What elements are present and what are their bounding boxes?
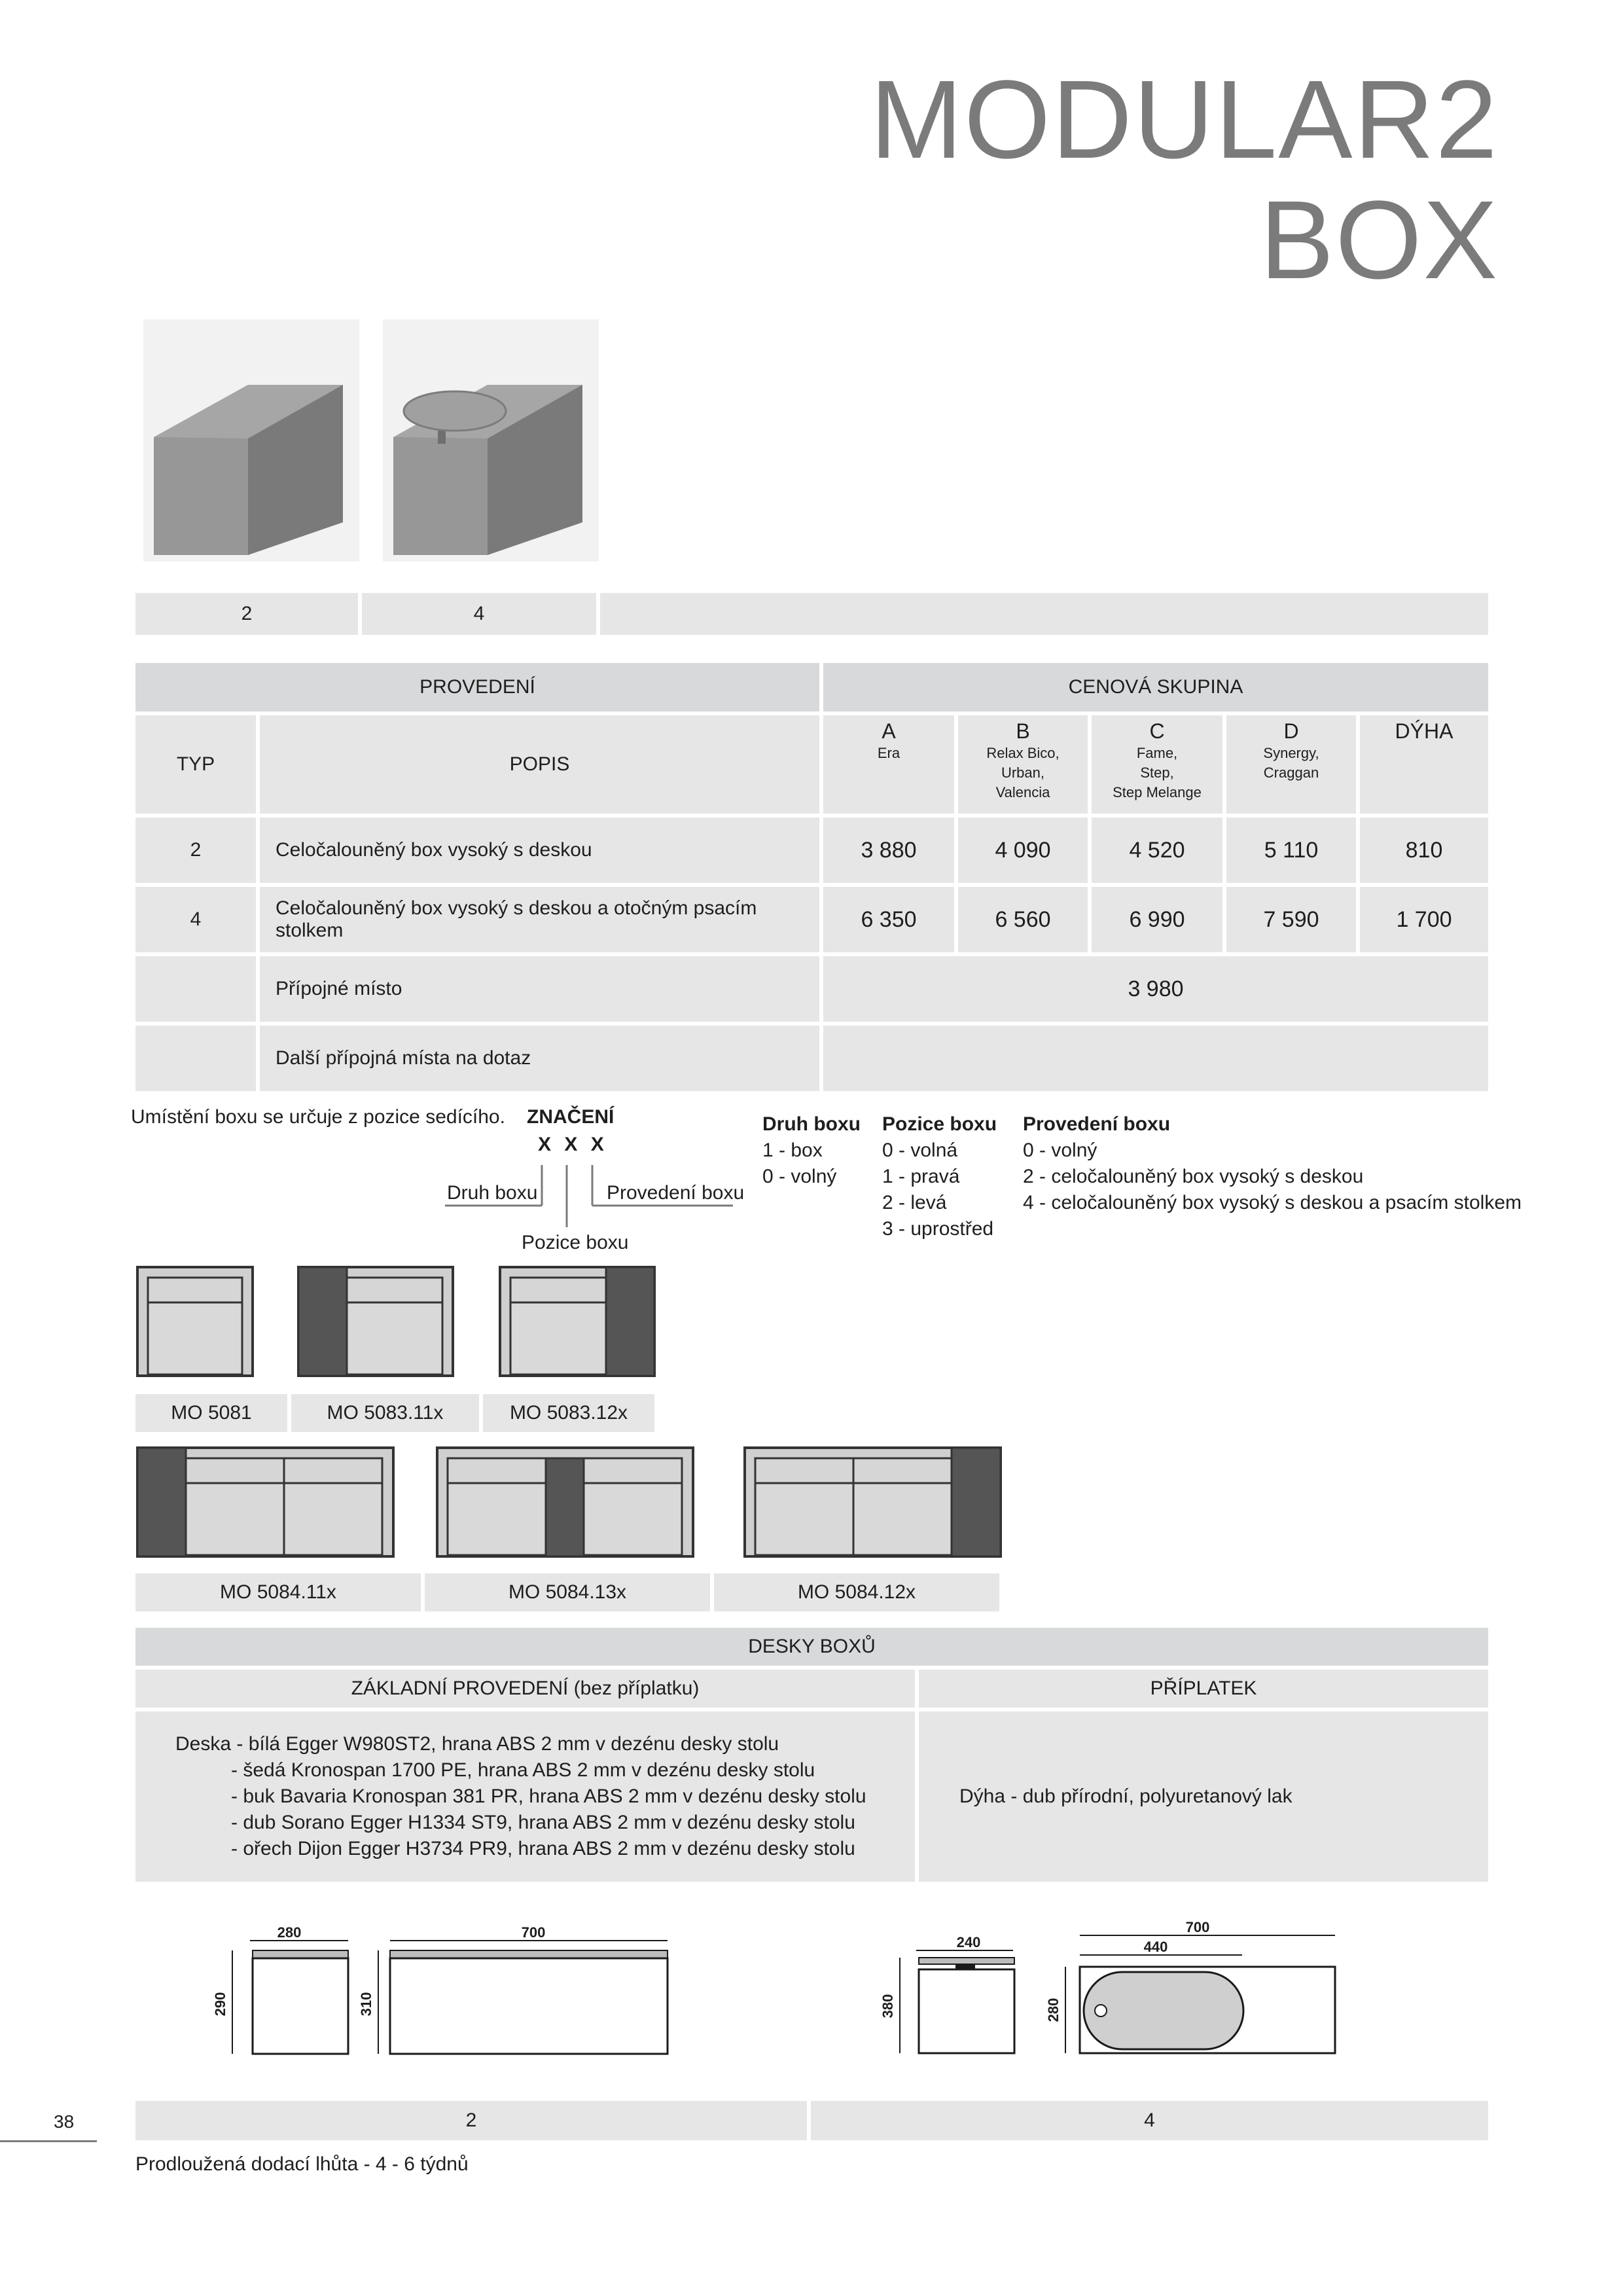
price-dyha: 810 (1360, 817, 1488, 883)
dim-box4-top-outer: 700 (1185, 1921, 1210, 1935)
page-number-rule (0, 2140, 97, 2142)
pozice-title: Pozice boxu (882, 1113, 997, 1135)
row-typ-empty (135, 1026, 256, 1091)
model-label: MO 5083.11x (291, 1394, 479, 1432)
group-c-letter: C (1149, 719, 1165, 743)
pozice-item: 0 - volná (882, 1139, 958, 1161)
title-line1: MODULAR2 (870, 58, 1499, 182)
dim-box2-width-side: 280 (277, 1924, 302, 1941)
header-typ: TYP (135, 715, 256, 814)
dim-box4-top-depth: 280 (1045, 1998, 1061, 2022)
coding-label-druh: Druh boxu (447, 1182, 538, 1204)
product-photo-box (143, 319, 359, 562)
title-line2: BOX (1259, 178, 1499, 302)
row-popis: Další přípojná místa na dotaz (260, 1026, 819, 1091)
coding-intro: Umístění boxu se určuje z pozice sedícího. (131, 1106, 505, 1128)
desky-title: DESKY BOXŮ (135, 1628, 1488, 1666)
header-provedeni: PROVEDENÍ (135, 663, 819, 711)
header-cenova-skupina: CENOVÁ SKUPINA (823, 663, 1488, 711)
coding-code: X X X (538, 1134, 608, 1155)
model-label: MO 5083.12x (483, 1394, 654, 1432)
photo-label-4: 4 (362, 593, 596, 635)
model-diagram-mo5083-11x (297, 1266, 454, 1377)
model-diagram-mo5084-12x (743, 1446, 1002, 1558)
drawing-label-4: 4 (811, 2101, 1488, 2140)
dim-box2-height-side: 290 (212, 1992, 228, 2017)
model-label: MO 5084.11x (135, 1573, 421, 1611)
desky-priplatek-header: PŘÍPLATEK (919, 1670, 1488, 1708)
desky-priplatek-text: Dýha - dub přírodní, polyuretanový lak (959, 1785, 1293, 1807)
dim-box4-height-side: 380 (880, 1994, 896, 2018)
product-photo-box-with-table (383, 319, 599, 562)
desky-line: Deska - bílá Egger W980ST2, hrana ABS 2 mm v dezénu desky stolu (175, 1733, 779, 1755)
group-c-material: Fame, (1136, 745, 1178, 761)
provedeni-item: 4 - celočalouněný box vysoký s deskou a psacím stolkem (1023, 1192, 1522, 1213)
price-b: 6 560 (958, 887, 1088, 952)
model-label: MO 5084.13x (425, 1573, 710, 1611)
footer-note: Prodloužená dodací lhůta - 4 - 6 týdnů (135, 2153, 469, 2175)
desky-line: - šedá Kronospan 1700 PE, hrana ABS 2 mm v dezénu desky stolu (231, 1759, 815, 1781)
group-c-material: Step, (1140, 764, 1174, 781)
row-popis: Celočalouněný box vysoký s deskou a otočným psacím stolkem (260, 887, 819, 952)
group-b-letter: B (1016, 719, 1030, 743)
group-d-header (1226, 715, 1356, 814)
group-d-letter: D (1283, 719, 1299, 743)
price-c: 4 520 (1092, 817, 1222, 883)
dimension-drawing-box2 (209, 1924, 681, 2101)
model-diagram-mo5081 (136, 1266, 254, 1377)
coding-label-pozice: Pozice boxu (522, 1232, 629, 1253)
price-a: 3 880 (823, 817, 954, 883)
price-a: 6 350 (823, 887, 954, 952)
photo-label-empty (600, 593, 1488, 635)
price-dyha: 1 700 (1360, 887, 1488, 952)
price-merged-empty (823, 1026, 1488, 1091)
price-c: 6 990 (1092, 887, 1222, 952)
model-diagram-mo5084-11x (136, 1446, 395, 1558)
group-a-letter: A (882, 719, 896, 743)
group-b-material: Urban, (1001, 764, 1045, 781)
row-typ: 4 (135, 887, 256, 952)
desky-zakladni-header: ZÁKLADNÍ PROVEDENÍ (bez příplatku) (135, 1670, 915, 1708)
row-typ: 2 (135, 817, 256, 883)
druh-item: 1 - box (762, 1139, 823, 1161)
provedeni-title: Provedení boxu (1023, 1113, 1171, 1135)
group-b-material: Relax Bico, (986, 745, 1060, 761)
model-label: MO 5084.12x (714, 1573, 999, 1611)
druh-title: Druh boxu (762, 1113, 861, 1135)
group-d-material: Synergy, (1263, 745, 1319, 761)
group-d-material: Craggan (1263, 764, 1319, 781)
model-label: MO 5081 (135, 1394, 287, 1432)
provedeni-item: 2 - celočalouněný box vysoký s deskou (1023, 1166, 1364, 1187)
dim-box2-height-front: 310 (358, 1992, 374, 2017)
row-typ-empty (135, 956, 256, 1022)
model-diagram-mo5083-12x (499, 1266, 656, 1377)
desky-line: - ořech Dijon Egger H3734 PR9, hrana ABS 2 mm v dezénu desky stolu (231, 1838, 855, 1859)
group-c-header (1092, 715, 1222, 814)
group-b-material: Valencia (995, 784, 1050, 800)
coding-label-provedeni: Provedení boxu (607, 1182, 745, 1204)
pozice-item: 1 - pravá (882, 1166, 960, 1187)
group-dyha-letter: DÝHA (1395, 719, 1454, 743)
price-merged: 3 980 (823, 956, 1488, 1022)
group-a-material: Era (877, 745, 901, 761)
coding-heading: ZNAČENÍ (527, 1106, 615, 1128)
provedeni-item: 0 - volný (1023, 1139, 1097, 1161)
price-d: 5 110 (1226, 817, 1356, 883)
drawing-label-2: 2 (135, 2101, 807, 2140)
page-number: 38 (54, 2111, 75, 2132)
pozice-item: 3 - uprostřed (882, 1218, 994, 1240)
pozice-item: 2 - levá (882, 1192, 947, 1213)
price-d: 7 590 (1226, 887, 1356, 952)
druh-item: 0 - volný (762, 1166, 837, 1187)
model-diagram-mo5084-13x (436, 1446, 694, 1558)
dim-box4-top-inner: 440 (1143, 1939, 1168, 1955)
header-popis: POPIS (260, 715, 819, 814)
row-popis: Celočalouněný box vysoký s deskou (260, 817, 819, 883)
group-dyha-header (1360, 715, 1488, 814)
dim-box2-width-front: 700 (521, 1924, 546, 1941)
photo-label-2: 2 (135, 593, 358, 635)
group-c-material: Step Melange (1113, 784, 1202, 800)
group-b-header (958, 715, 1088, 814)
group-a-header (823, 715, 954, 814)
desky-line: - dub Sorano Egger H1334 ST9, hrana ABS 2 mm v dezénu desky stolu (231, 1812, 855, 1833)
row-popis: Přípojné místo (260, 956, 819, 1022)
price-b: 4 090 (958, 817, 1088, 883)
dimension-drawing-box4 (864, 1921, 1355, 2101)
desky-line: - buk Bavaria Kronospan 381 PR, hrana ABS 2 mm v dezénu desky stolu (231, 1785, 866, 1807)
dim-box4-width-side: 240 (956, 1934, 981, 1950)
